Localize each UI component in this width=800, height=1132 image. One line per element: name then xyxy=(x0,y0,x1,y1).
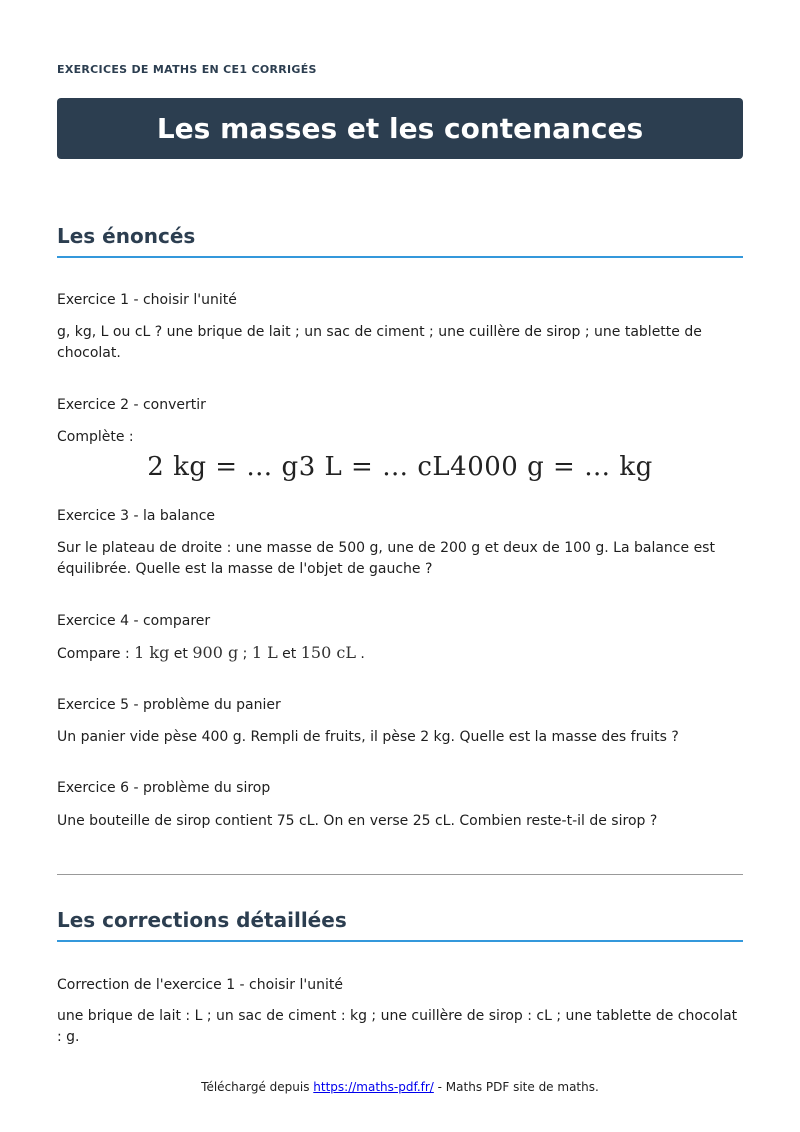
exercise-4-title: Exercice 4 - comparer xyxy=(57,613,211,629)
exercise-4-body xyxy=(57,642,743,665)
correction-1-title: Correction de l'exercice 1 - choisir l'unité xyxy=(57,977,343,993)
footer-prefix: Téléchargé depuis xyxy=(201,1080,314,1094)
exercise-3-body: Sur le plateau de droite : une masse de 500 g, une de 200 g et deux de 100 g. La balance est équilibrée. Quelle est la masse de l'objet de gauche ? xyxy=(57,540,715,577)
section-divider xyxy=(57,874,743,875)
section-title-corrections: Les corrections détaillées xyxy=(57,908,743,942)
footer-link[interactable]: https://maths-pdf.fr/ xyxy=(313,1080,434,1094)
and-1: et xyxy=(169,646,193,662)
compare-prefix: Compare : xyxy=(57,646,135,662)
exercise-2-math: 2 kg = … g3 L = … cL4000 g = … kg xyxy=(147,452,653,482)
page-footer xyxy=(0,1080,800,1094)
exercise-3-title: Exercice 3 - la balance xyxy=(57,508,216,524)
correction-1-body: une brique de lait : L ; un sac de ciment : kg ; une cuillère de sirop : cL ; une tablette de chocolat : g. xyxy=(57,1008,738,1045)
compare-end: . xyxy=(355,646,365,662)
volume-150cl: 150 cL xyxy=(300,643,356,662)
and-2: et xyxy=(277,646,301,662)
page-title: Les masses et les contenances xyxy=(156,112,644,145)
section-title-enonces: Les énoncés xyxy=(57,224,743,258)
exercise-1-title: Exercice 1 - choisir l'unité xyxy=(57,292,237,308)
title-banner xyxy=(57,98,743,159)
exercise-1-body: g, kg, L ou cL ? une brique de lait ; un sac de ciment ; une cuillère de sirop ; une tablette de chocolat. xyxy=(57,324,702,361)
exercise-5-body: Un panier vide pèse 400 g. Rempli de fruits, il pèse 2 kg. Quelle est la masse des fruits ? xyxy=(57,729,679,745)
footer-suffix: - Maths PDF site de maths. xyxy=(433,1080,599,1094)
mass-900g: 900 g xyxy=(192,643,239,662)
page-kicker: EXERCICES DE MATHS EN CE1 CORRIGÉS xyxy=(57,63,317,76)
separator: ; xyxy=(238,646,252,662)
exercise-6-body: Une bouteille de sirop contient 75 cL. On en verse 25 cL. Combien reste-t-il de sirop ? xyxy=(57,813,658,829)
exercise-2-title: Exercice 2 - convertir xyxy=(57,397,206,413)
mass-1kg: 1 kg xyxy=(134,643,170,662)
volume-1l: 1 L xyxy=(251,643,278,662)
exercise-2-body: Complète : xyxy=(57,429,134,445)
exercise-5-title: Exercice 5 - problème du panier xyxy=(57,697,281,713)
exercise-6-title: Exercice 6 - problème du sirop xyxy=(57,780,271,796)
